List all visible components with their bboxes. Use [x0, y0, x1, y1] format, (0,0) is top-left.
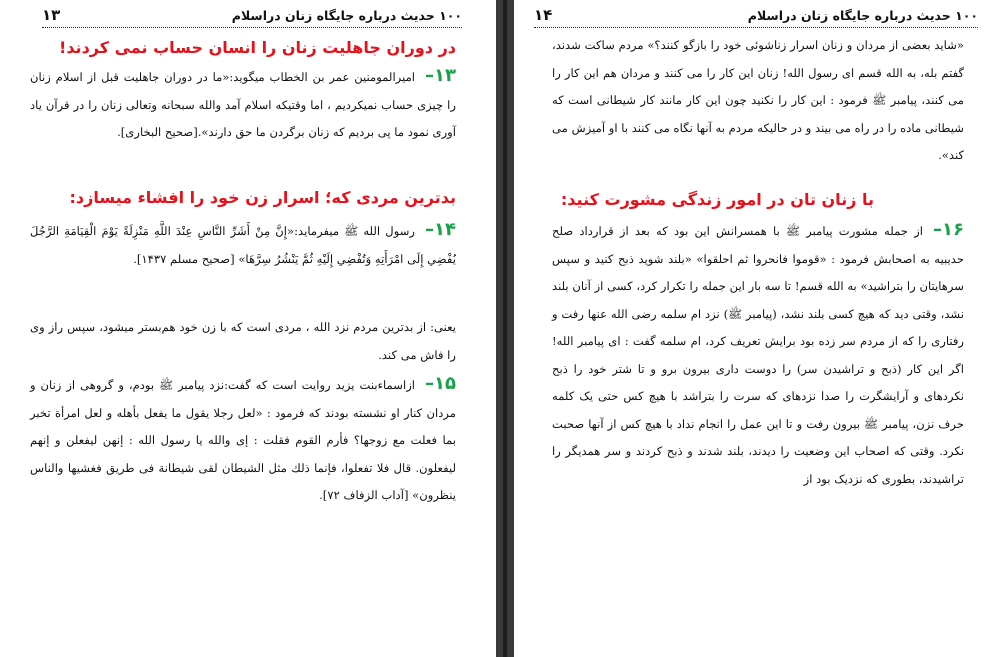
hadith-14-translation: یعنی: از بدترین مردم نزد الله ، مردی است که با زن خود هم‌بستر میشود، سپس راز وی را فاش می کند. [30, 320, 456, 362]
running-title: ۱۰۰ حدیث درباره جایگاه زنان دراسلام [747, 8, 978, 23]
hadith-text: امیرالمومنین عمر بن الخطاب میگوید:«ما در دوران جاهلیت قبل از اسلام زنان را چیزی حساب نمیکردیم ، اما وقتیکه اسلام آمد والله سبحانه وتعالی زنان را در قرآن یاد آوری نمود ما پی بردیم که زنان برگردن ما حق دارند».[صحیح البخاری]. [30, 70, 456, 139]
hadith-text: از جمله مشورت پیامبر ﷺ با همسرانش این بود که بعد از قرارداد صلح حدیبیه به اصحابش فرمود : «قوموا فانحروا ثم احلقوا» «بلند شوید ذبح کنید و سپس سرهایتان را بتراشید» به الله قسم! تا سه بار این جمله را تکرار کرد، کسی از آنان بلند نشد، وقتی دید که هیچ کسی بلند نشد، (پیامبر ﷺ) نزد ام سلمه رضی الله عنها رفت و رفتاری را که از مردم سر زده بود برایش تعریف کرد، ام سلمه گفت : ای پیامبر الله! اگر این کار (ذبح و تراشیدن سر) را دوست داری بیرون برو و تا شتر خود را ذبح نکردهای و آرایشگرت را صدا نزدهای که سرت را بتراشد با هیچ کس حتی یک کلمه حرف نزن، پیامبر ﷺ بیرون رفت و تا این عمل را انجام نداد با هیچ کس از آنها صحبت نکرد. وقتی که اصحاب این وضعیت را دیدند، بلند شدند و ذبح کردند و سر همدیگر را تراشیدند، بطوری که نزدیک بود از [552, 224, 964, 486]
hadith-number: ۱۶– [933, 219, 964, 240]
running-title: ۱۰۰ حدیث درباره جایگاه زنان دراسلام [231, 8, 462, 23]
hadith-13 [30, 62, 456, 147]
hadith-text: رسول الله ﷺ میفرماید:«إِنَّ مِنْ أَشَرِّ النَّاسِ عِنْدَ اللَّهِ مَنْزِلَةً يَوْمَ الْقِيَامَةِ الرَّجُلَ يُفْضِي إِلَى امْرَأَتِهِ وَتُفْضِي إِلَيْهِ ثُمَّ يَنْشُرُ سِرَّهَا» [صحیح مسلم ۱۴۳۷]. [30, 224, 456, 266]
page-number: ۱۳ [42, 6, 61, 24]
continued-text: «شاید بعضی از مردان و زنان اسرار زناشوئی خود را بازگو کنند؟» مردم ساکت شدند، گفتم بله، به الله قسم ای رسول الله! زنان این کار را می کنند و مردان هم این کار را می کنند، پیامبر ﷺ فرمود : این کار را نکنید چون این کار مانند کار شیطانی است که شیطانی ماده را در راه می بیند و در حالیکه مردم به آنها نگاه می کنند با او آمیزش می کند». [552, 38, 964, 162]
hadith-text: ازاسماءبنت یزید روایت است که گفت:نزد پیامبر ﷺ بودم، و گروهی از زنان و مردان کنار او نشسته بودند که فرمود : «لعل رجلا يقول ما يفعل بأهله و لعل امرأة تخبر بما فعلت مع زوجها؟ فأرم القوم فقلت : إی والله یا رسول الله : إنهن ليفعلن و إنهم ليفعلون. قال فلا تفعلوا، فإنما ذلك مثل الشيطان لقی شيطانة فی طريق فغشيها والناس ينظرون» [آداب الزفاف ۷۲]. [30, 378, 456, 502]
hadith-number: ۱۵– [425, 373, 456, 394]
hadith-15 [30, 370, 456, 510]
hadith-16 [552, 216, 964, 493]
book-gutter [496, 0, 514, 657]
section-heading: با زنان تان در امور زندگی مشورت کنید: [560, 190, 874, 209]
hadith-number: ۱۴– [425, 219, 456, 240]
right-page [514, 0, 992, 657]
hadith-14 [30, 216, 456, 273]
hadith-number: ۱۳– [425, 65, 456, 86]
section-heading: بدترین مردی که؛ اسرار زن خود را افشاء میسازد: [69, 188, 456, 207]
section-heading: در دوران جاهلیت زنان را انسان حساب نمی کردند! [59, 38, 456, 57]
page-number: ۱۴ [534, 6, 553, 24]
running-header [42, 8, 462, 28]
running-header [534, 8, 978, 28]
